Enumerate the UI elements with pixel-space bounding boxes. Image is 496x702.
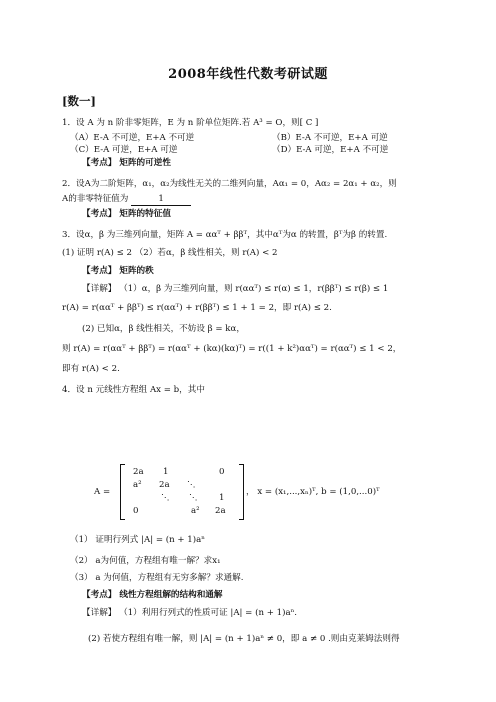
q3-proof-line4: 则 r(A) = r(ααᵀ + ββᵀ) = r(ααᵀ + (kα)(kα)ᵀ) = r((1 + k²)ααᵀ) = r(ααᵀ) ≤ 1 < 2， [62,344,402,354]
q2-stem-line2 [62,194,191,206]
q3-kaodian: 【考点】 矩阵的秩 [82,266,154,276]
q2-stem: 2．设A为二阶矩阵，α₁，α₂为线性无关的二维列向量，Aα₁ = 0，Aα₂ = 2α₁ + α₂，则 [62,179,397,189]
matrix-cell: ⋱ [161,493,170,503]
matrix-cell: 0 [219,467,225,477]
q1-option-b: （B）E-A 不可逆，E+A 可逆 [272,133,388,143]
matrix-cell: ⋱ [187,480,196,490]
q4-part1: （1） 证明行列式 |A| = (n + 1)aⁿ [70,535,205,545]
q3-stem: 3．设α，β 为三维列向量，矩阵 A = ααᵀ + ββᵀ，其中αᵀ为α 的转置，βᵀ为β 的转置. [62,230,388,240]
q3-proof-line3: (2) 已知α，β 线性相关，不妨设 β = kα， [82,324,245,334]
q3-subquestions: (1) 证明 r(A) ≤ 2 （2）若α，β 线性相关，则 r(A) < 2 [62,248,278,258]
q4-part3: （3） a 为何值，方程组有无穷多解？求通解. [70,573,244,583]
q4-stem: 4．设 n 元线性方程组 Ax = b，其中 [62,385,205,395]
matrix-cell: 1 [219,493,225,503]
q4-xiangjie-line2: (2) 若使方程组有唯一解，则 |A| = (n + 1)aⁿ ≠ 0，即 a ≠ 0 .则由克莱姆法则得 [88,634,400,644]
q1-stem: 1．设 A 为 n 阶非零矩阵，E 为 n 阶单位矩阵.若 A³ = O，则[ C ] [62,118,319,128]
q4-kaodian: 【考点】 线性方程组解的结构和通解 [82,590,223,600]
matrix-cell: a² [191,506,200,516]
q3-xiangjie: 【详解】 （1）α，β 为三维列向量，则 r(ααᵀ) ≤ r(α) ≤ 1，r(ββᵀ) ≤ r(β) ≤ 1 [82,284,389,294]
matrix-cell: 1 [163,467,169,477]
matrix-cell: ⋱ [189,493,198,503]
q4-part2: （2） a为何值，方程组有唯一解？求x₁ [70,556,221,566]
q4-xiangjie: 【详解】 （1）利用行列式的性质可证 |A| = (n + 1)aⁿ. [82,608,298,618]
matrix-cell: 0 [133,506,139,516]
q1-kaodian: 【考点】 矩阵的可逆性 [82,158,171,168]
q4-vector-def: ， x = (x₁,...,xₙ)ᵀ, b = (1,0,...0)ᵀ [246,487,380,497]
matrix-cell: a² [133,480,142,490]
q1-option-c: （C）E-A 可逆，E+A 可逆 [70,145,178,155]
q2-answer-blank: 1 [131,194,191,206]
matrix-cell: 2a [215,506,226,516]
matrix-a-label: A = [94,487,111,497]
q3-proof-line5: 即有 r(A) < 2. [62,364,120,374]
q1-option-d: （D）E-A 可逆，E+A 不可逆 [272,145,389,155]
q1-option-a: （A）E-A 不可逆，E+A 不可逆 [70,133,195,143]
section-heading: [数一] [62,94,96,108]
matrix-a [120,464,244,520]
q2-kaodian: 【考点】 矩阵的特征值 [82,209,171,219]
matrix-cell: 2a [159,480,170,490]
document-title: 2008年线性代数考研试题 [168,67,328,82]
q2-stem-text: A的非零特征值为 [62,194,129,204]
matrix-cell: 2a [133,467,144,477]
q3-proof-line2: r(A) = r(ααᵀ + ββᵀ) ≤ r(ααᵀ) + r(ββᵀ) ≤ 1 + 1 = 2，即 r(A) ≤ 2. [62,303,332,313]
